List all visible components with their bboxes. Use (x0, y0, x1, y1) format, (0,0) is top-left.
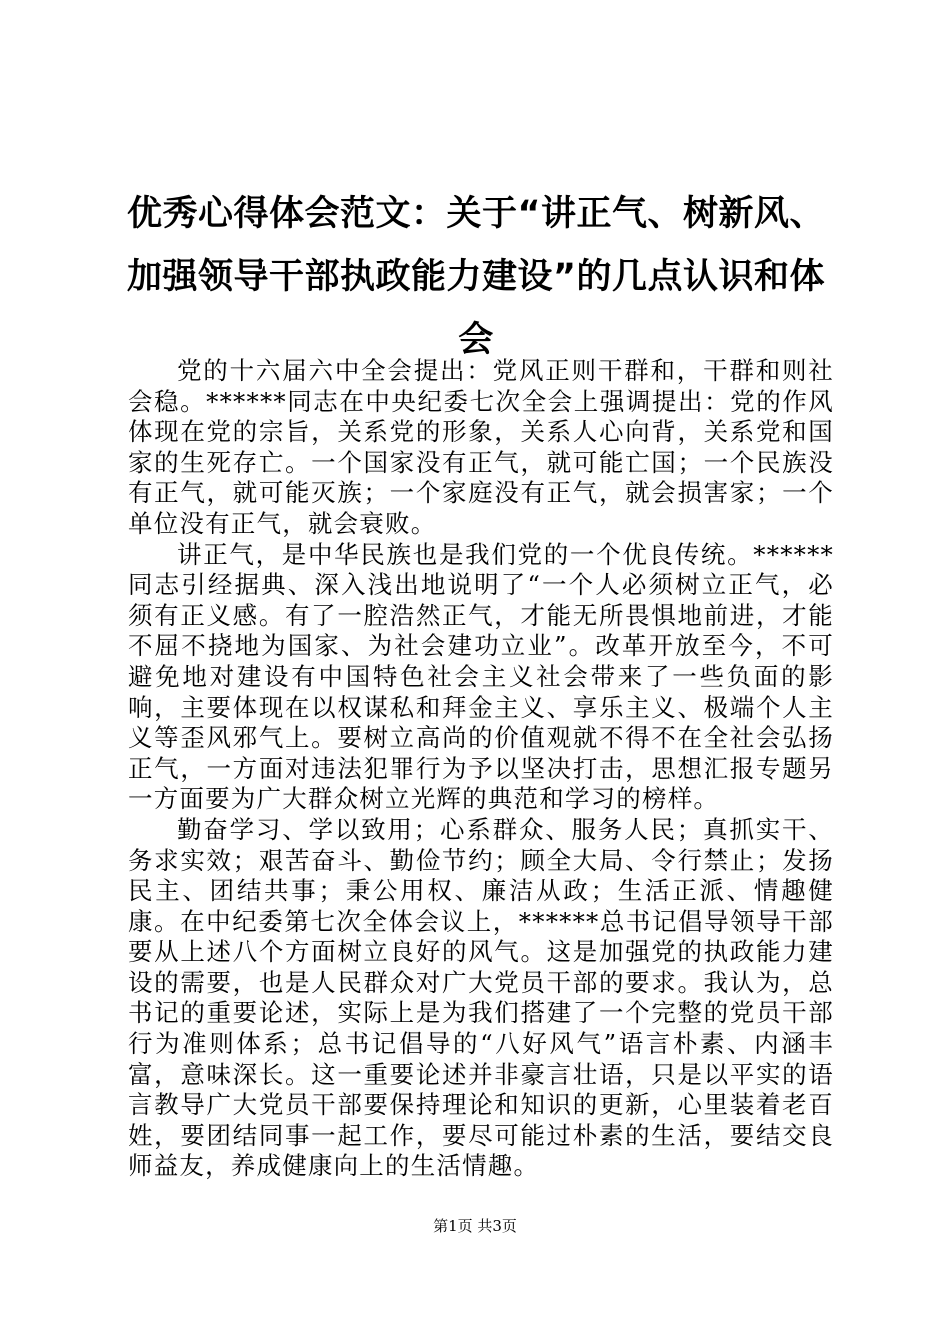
paragraph-3: 勤奋学习、学以致用；心系群众、服务人民；真抓实干、务求实效；艰苦奋斗、勤俭节约；顾全大局、令行禁止；发扬民主、团结共事；秉公用权、廉洁从政；生活正派、情趣健康。在中纪委第七次全体会议上，******总书记倡导领导干部要从上述八个方面树立良好的风气。这是加强党的执政能力建设的需要，也是人民群众对广大党员干部的要求。我认为，总书记的重要论述，实际上是为我们搭建了一个完整的党员干部行为准则体系；总书记倡导的“八好风气”语言朴素、内涵丰富，意味深长。这一重要论述并非豪言壮语，只是以平实的语言教导广大党员干部要保持理论和知识的更新，心里装着老百姓，要团结同事一起工作，要尽可能过朴素的生活，要结交良师益友，养成健康向上的生活情趣。 (128, 814, 834, 1181)
page-footer: 第1页 共3页 (433, 1217, 517, 1235)
paragraph-1: 党的十六届六中全会提出：党风正则干群和，干群和则社会稳。******同志在中央纪委七次全会上强调提出：党的作风体现在党的宗旨，关系党的形象，关系人心向背，关系党和国家的生死存亡。一个国家没有正气，就可能亡国；一个民族没有正气，就可能灭族；一个家庭没有正气，就会损害家；一个单位没有正气，就会衰败。 (128, 356, 834, 538)
paragraph-2: 讲正气，是中华民族也是我们党的一个优良传统。******同志引经据典、深入浅出地说明了“一个人必须树立正气，必须有正义感。有了一腔浩然正气，才能无所畏惧地前进，才能不屈不挠地为国家、为社会建功立业”。改革开放至今，不可避免地对建设有中国特色社会主义社会带来了一些负面的影响，主要体现在以权谋私和拜金主义、享乐主义、极端个人主义等歪风邪气上。要树立高尚的价值观就不得不在全社会弘扬正气，一方面对违法犯罪行为予以坚决打击，思想汇报专题另一方面要为广大群众树立光辉的典范和学习的榜样。 (128, 539, 834, 814)
document-body (128, 356, 834, 1182)
document-title: 优秀心得体会范文：关于“讲正气、树新风、加强领导干部执政能力建设”的几点认识和体会 (126, 194, 825, 360)
